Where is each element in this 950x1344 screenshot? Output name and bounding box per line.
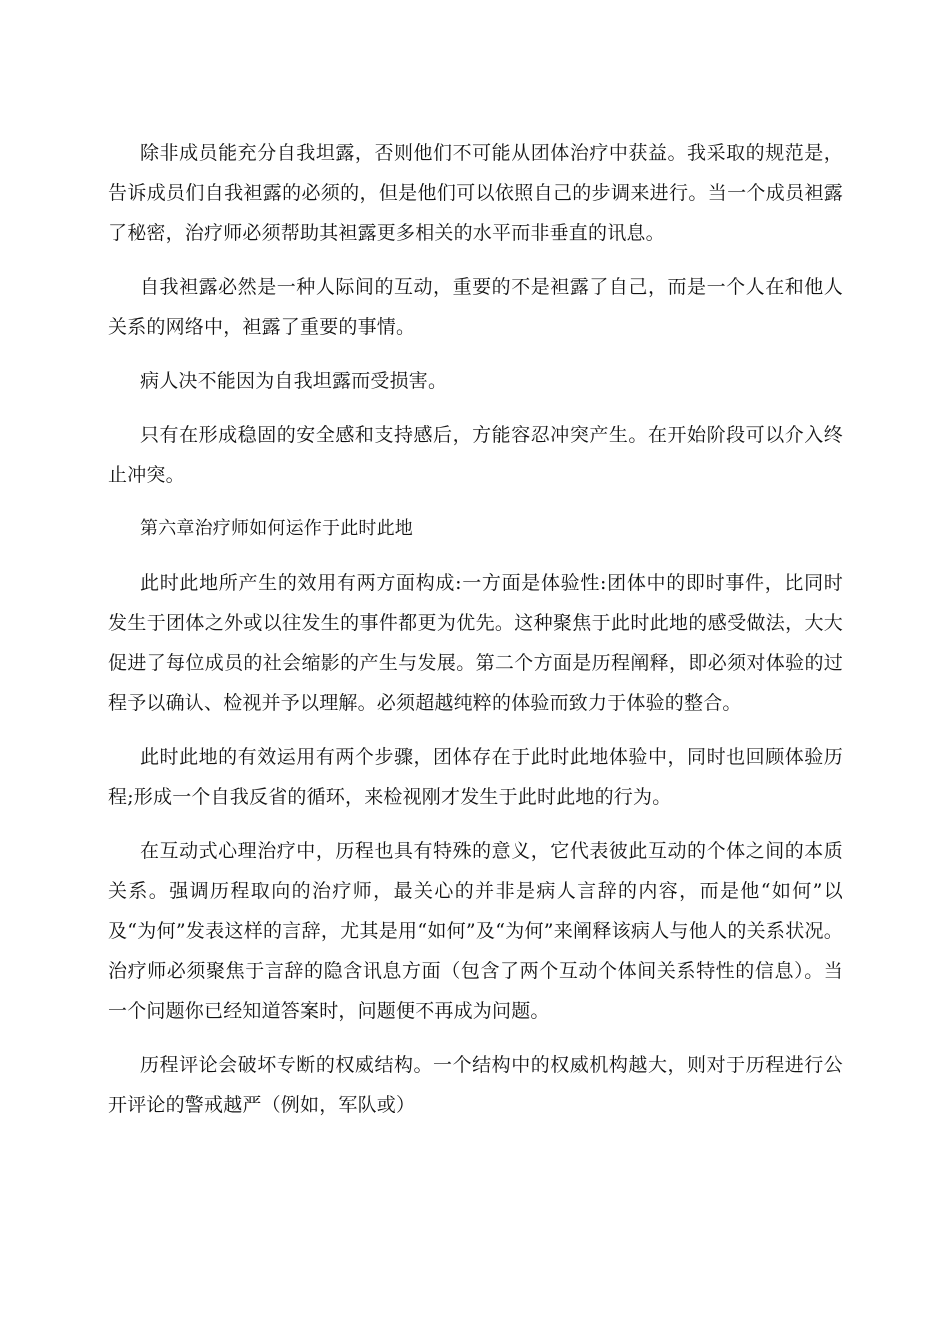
paragraph-self-disclosure-norm: 除非成员能充分自我坦露，否则他们不可能从团体治疗中获益。我采取的规范是，告诉成员们自我袒露的必须的，但是他们可以依照自己的步调来进行。当一个成员袒露了秘密，治疗师必须帮助其袒露更多相关的水平而非垂直的讯息。 xyxy=(108,142,843,244)
paragraph-here-and-now-effects: 此时此地所产生的效用有两方面构成:一方面是体验性:团体中的即时事件，比同时发生于团体之外或以往发生的事件都更为优先。这种聚焦于此时此地的感受做法，大大促进了每位成员的社会缩影的产生与发展。第二个方面是历程阐释，即必须对体验的过程予以确认、检视并予以理解。必须超越纯粹的体验而致力于体验的整合。 xyxy=(108,572,843,714)
paragraph-process-meaning: 在互动式心理治疗中，历程也具有特殊的意义，它代表彼此互动的个体之间的本质关系。强调历程取向的治疗师，最关心的并非是病人言辞的内容，而是他“如何”以及“为何”发表这样的言辞，尤其是用“如何”及“为何”来阐释该病人与他人的关系状况。治疗师必须聚焦于言辞的隐含讯息方面（包含了两个互动个体间关系特性的信息）。当一个问题你已经知道答案时，问题便不再成为问题。 xyxy=(108,840,843,1022)
paragraph-no-harm: 病人决不能因为自我坦露而受损害。 xyxy=(140,370,448,392)
document-page xyxy=(108,133,843,1139)
paragraph-process-commentary: 历程评论会破坏专断的权威结构。一个结构中的权威机构越大，则对于历程进行公开评论的警戒越严（例如，军队或） xyxy=(108,1054,843,1116)
paragraph-conflict-tolerance: 只有在形成稳固的安全感和支持感后，方能容忍冲突产生。在开始阶段可以介入终止冲突。 xyxy=(108,424,843,486)
paragraph-interpersonal-disclosure: 自我袒露必然是一种人际间的互动，重要的不是袒露了自己，而是一个人在和他人关系的网络中，袒露了重要的事情。 xyxy=(108,276,843,338)
paragraph-two-steps: 此时此地的有效运用有两个步骤，团体存在于此时此地体验中，同时也回顾体验历程;形成一个自我反省的循环，来检视刚才发生于此时此地的行为。 xyxy=(108,746,843,808)
chapter-heading: 第六章治疗师如何运作于此时此地 xyxy=(140,518,413,539)
